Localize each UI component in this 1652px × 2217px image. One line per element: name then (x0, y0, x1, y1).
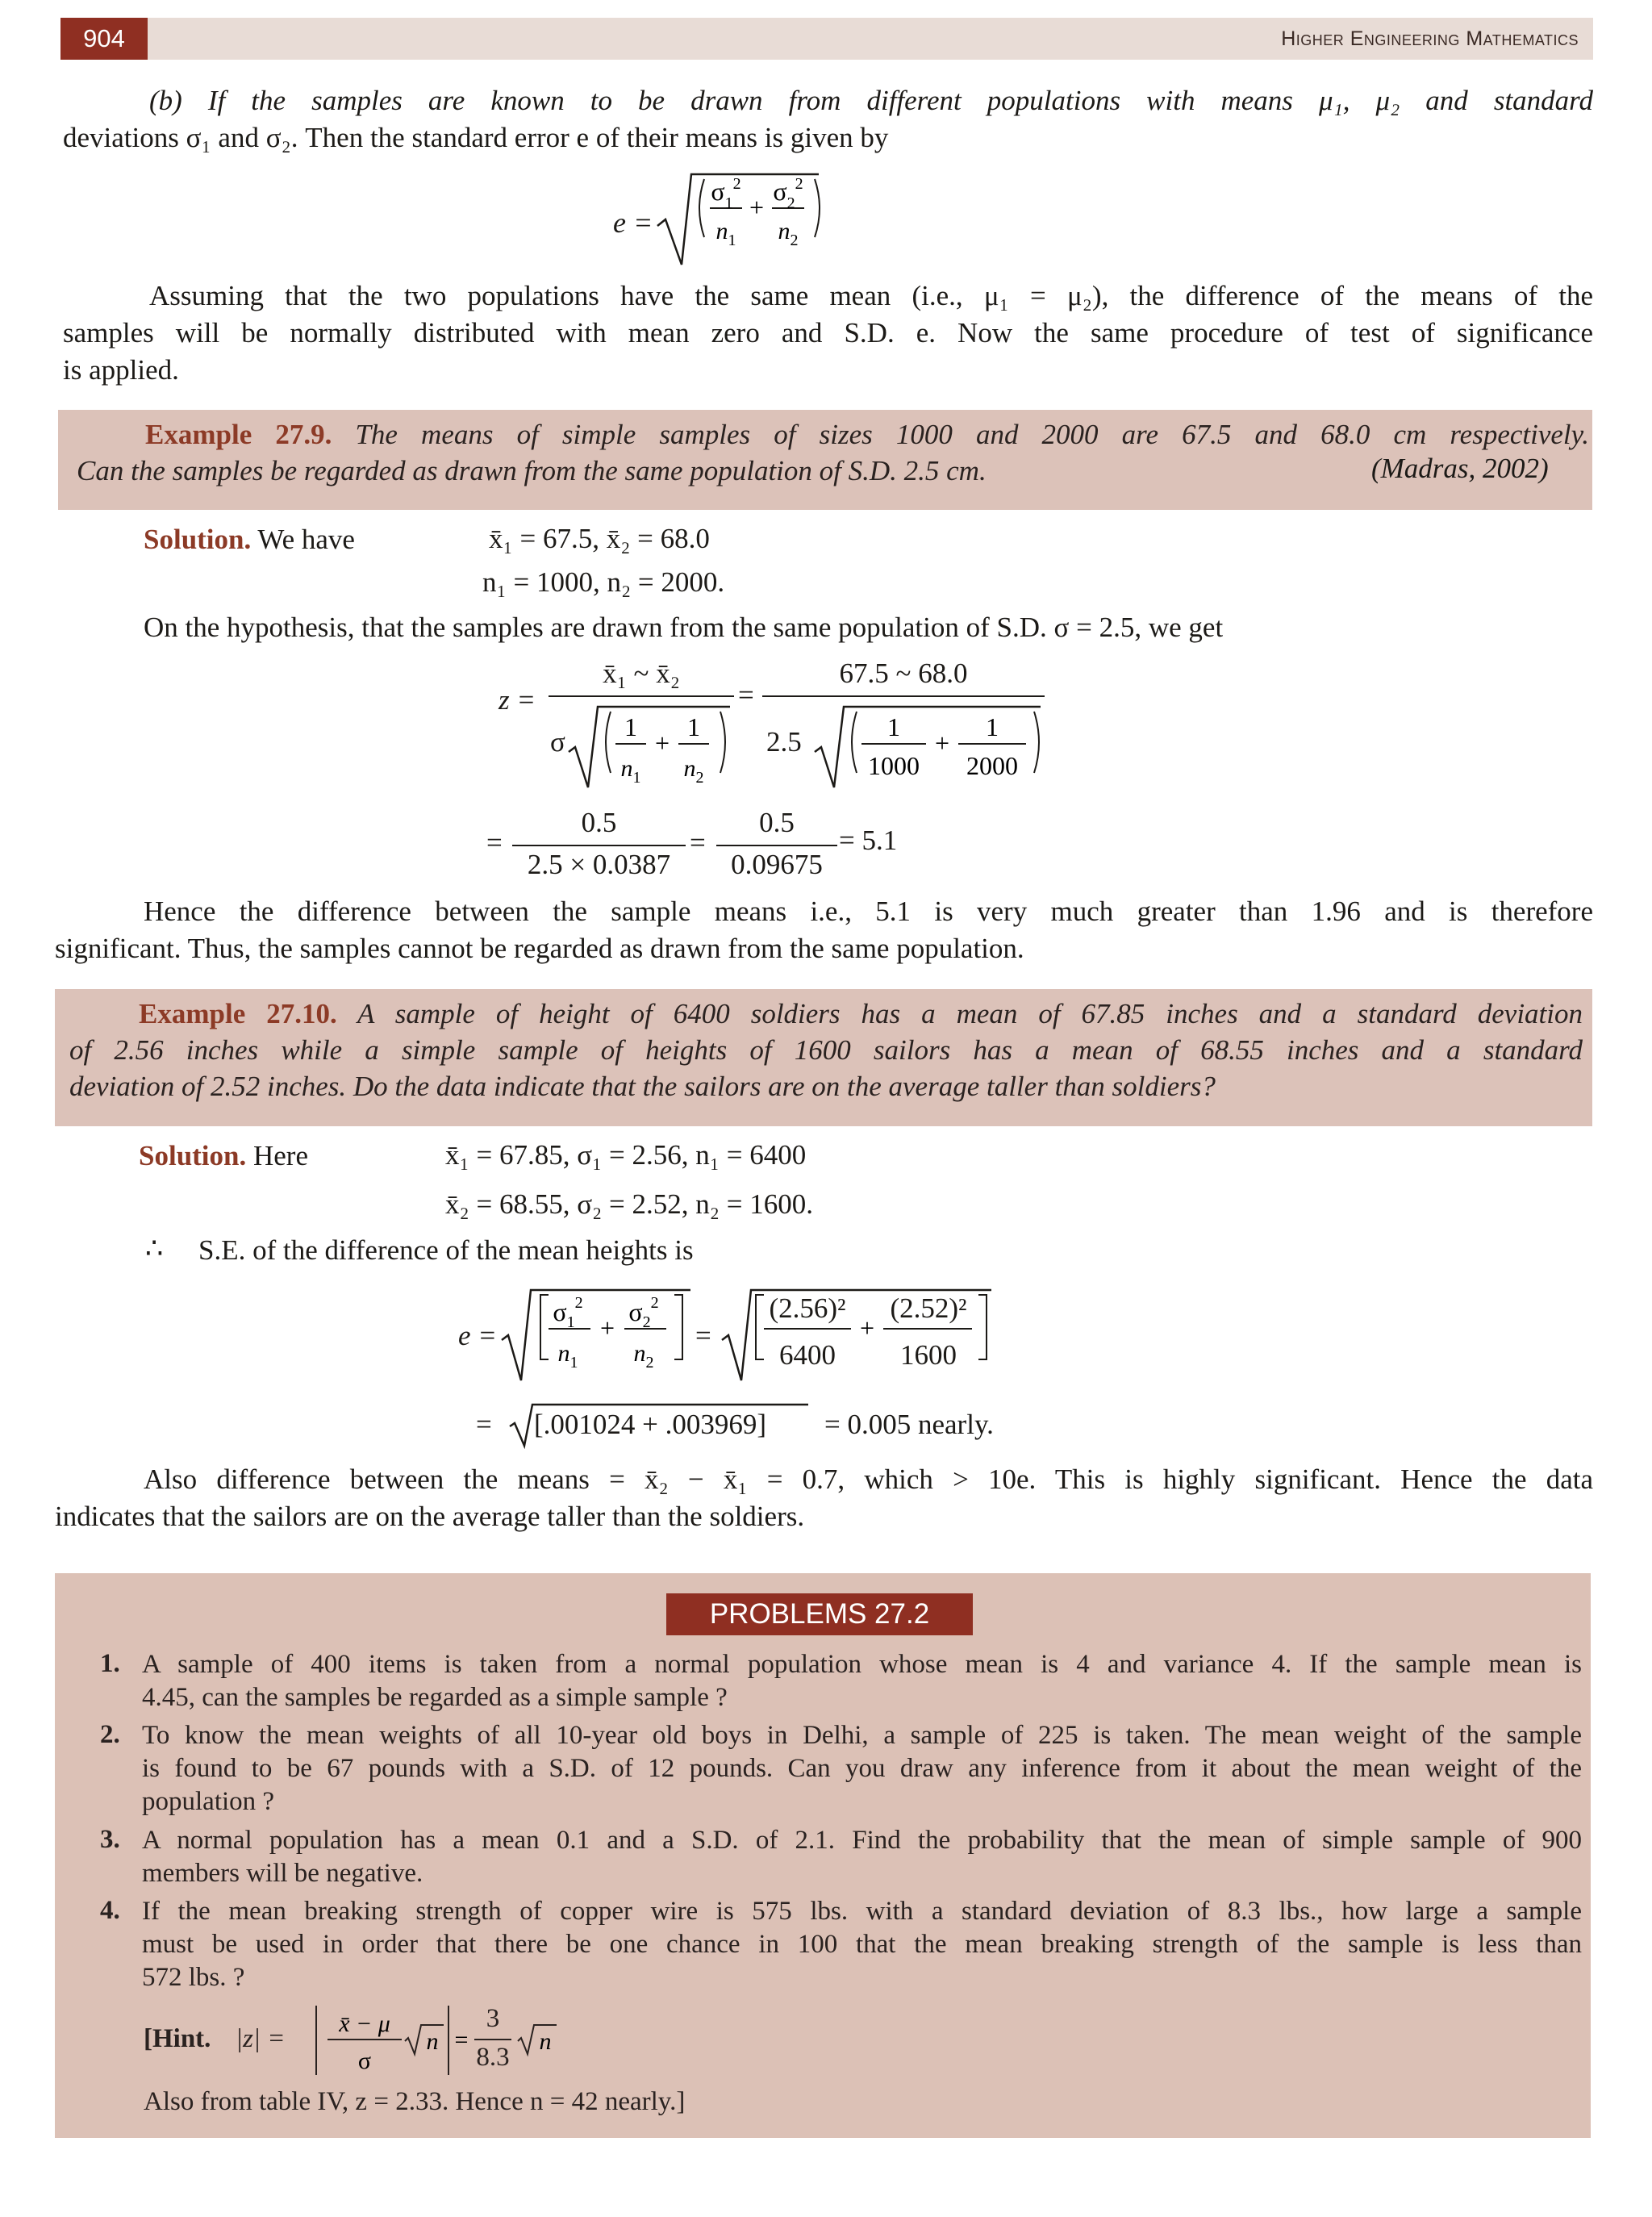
part-b-after1: Assuming that the two populations have the same mean (i.e., μ₁ = μ₂), the difference of the means of the (149, 280, 1593, 311)
e-n1-val: 6400 (779, 1339, 836, 1371)
e-sqrt-result: = 0.005 nearly. (824, 1409, 994, 1440)
part-b-line2: deviations σ₁ and σ₂. Then the standard error e of their means is given by (63, 122, 889, 153)
e-s2-val: (2.52)² (890, 1292, 967, 1324)
example-10-given1: x̄₁ = 67.85, σ₁ = 2.56, n₁ = 6400 (445, 1139, 807, 1171)
e-s1-val: (2.56)² (769, 1292, 846, 1324)
problem-2-line2: is found to be 67 pounds with a S.D. of 12 pounds. Can you draw any inference from it about the mean weight of the (142, 1754, 1582, 1783)
svg-text:+: + (859, 1313, 875, 1342)
svg-text:2000: 2000 (966, 751, 1018, 780)
example-9-conclusion2: significant. Thus, the samples cannot be regarded as drawn from the same population. (55, 933, 1024, 964)
svg-text:+: + (749, 193, 765, 222)
page-number: 904 (60, 18, 148, 60)
z2-den2: 0.09675 (731, 849, 823, 880)
book-title: Higher Engineering Mathematics (1281, 27, 1579, 50)
example-10-also1: Also difference between the means = x̄₂ − x̄₁ = 0.7, which > 10e. This is highly significant. Hence the data (144, 1463, 1593, 1495)
svg-text:+: + (934, 729, 950, 758)
svg-text:σ12: $\sigma_1^2$ (553, 1294, 583, 1331)
z2-result: = 5.1 (839, 825, 898, 856)
svg-text:+: + (654, 729, 670, 758)
svg-text:n2: $n_2$ (633, 1340, 654, 1372)
z-den2-radical (815, 704, 1041, 792)
problem-1-line1: A sample of 400 items is taken from a normal population whose mean is 4 and variance 4. If the sample mean is (142, 1650, 1582, 1679)
svg-text:=: = (454, 2027, 469, 2053)
formula-e-lhs: e = (613, 207, 653, 239)
example-9-given1: x̄₁ = 67.5, x̄₂ = 68.0 (489, 523, 710, 554)
z-num2: 67.5 ~ 68.0 (839, 658, 968, 689)
therefore-symbol: ∴ (145, 1233, 164, 1264)
svg-text:1: 1 (887, 712, 900, 741)
problem-3-number: 3. (100, 1825, 120, 1854)
example-9-line1: Example 27.9. The means of simple samples of sizes 1000 and 2000 are 67.5 and 68.0 cm respectively. (145, 419, 1589, 450)
z-den-sigma: σ (550, 726, 565, 758)
problem-4-line3: 572 lbs. ? (142, 1963, 245, 1992)
problem-1-number: 1. (100, 1649, 120, 1678)
svg-text:n2: $n_2$ (778, 218, 799, 249)
svg-text:σ: σ (357, 2048, 372, 2074)
svg-text:n: n (426, 2028, 439, 2055)
z-eq3: = (690, 827, 706, 858)
z-den1-radical (569, 704, 730, 792)
part-b-label: (b) (149, 85, 182, 116)
part-b-after3: is applied. (63, 354, 179, 386)
problem-2-line3: population ? (142, 1787, 275, 1816)
hint-den: 8.3 (476, 2043, 510, 2072)
hint-num: 3 (486, 2004, 500, 2033)
example-9-source: (Madras, 2002) (1371, 453, 1549, 484)
e-n2-val: 1600 (900, 1339, 957, 1371)
svg-text:n1: $n_1$ (715, 218, 736, 249)
svg-text:n: n (539, 2028, 552, 2055)
part-b-text1: If the samples are known to be drawn from different populations with means μ₁, μ₂ and standard (207, 85, 1593, 116)
example-10-also2: indicates that the sailors are on the average taller than the soldiers. (55, 1501, 805, 1532)
se-line: S.E. of the difference of the mean heights is (198, 1234, 694, 1266)
z2-den1: 2.5 × 0.0387 (527, 849, 671, 880)
e-lhs: e = (458, 1320, 497, 1351)
example-10-line2: of 2.56 inches while a simple sample of heights of 1600 sailors has a mean of 68.55 inches and a standard (69, 1034, 1583, 1066)
z-bar2 (762, 695, 1045, 697)
formula-e-radical (657, 169, 819, 266)
svg-text:1000: 1000 (868, 751, 920, 780)
svg-text:σ22: $\sigma_2^2$ (628, 1294, 659, 1331)
example-9-line2: Can the samples be regarded as drawn from the same population of S.D. 2.5 cm. (77, 455, 987, 486)
example-10-given2: x̄₂ = 68.55, σ₂ = 2.52, n₂ = 1600. (445, 1188, 813, 1220)
hint-label: [Hint. (144, 2024, 211, 2053)
z-bar1 (549, 695, 734, 697)
e-sqrt-line: [.001024 + .003969] (534, 1409, 767, 1440)
e-radical-1 (502, 1287, 695, 1384)
example-9-conclusion1: Hence the difference between the sample means i.e., 5.1 is very much greater than 1.96 and is therefore (144, 896, 1593, 927)
problem-3-line2: members will be negative. (142, 1859, 423, 1888)
problem-4-number: 4. (100, 1896, 120, 1925)
z-lhs: z = (499, 684, 536, 716)
svg-text:x̄ − μ: x̄ − μ (339, 2010, 390, 2037)
e-eq1: = (695, 1320, 711, 1351)
svg-text:+: + (599, 1313, 615, 1342)
z-den-25: 2.5 (766, 726, 802, 758)
problem-4-line2: must be used in order that there be one chance in 100 that the mean breaking strength of the sample is less than (142, 1930, 1582, 1959)
part-b-after2: samples will be normally distributed with mean zero and S.D. e. Now the same procedure of test of significance (63, 317, 1593, 349)
problem-3-line1: A normal population has a mean 0.1 and a S.D. of 2.1. Find the probability that the mean of simple sample of 900 (142, 1826, 1582, 1855)
example-9-solution: Solution. We have (144, 524, 355, 555)
example-10-line3: deviation of 2.52 inches. Do the data indicate that the sailors are on the average taller than soldiers? (69, 1071, 1216, 1102)
part-b-line1 (149, 82, 1593, 119)
hint-formula (313, 2001, 571, 2081)
svg-text:σ12: $\sigma_1^2$ (711, 175, 741, 212)
z-num1: x̄₁ ~ x̄₂ (603, 658, 680, 689)
problem-1-line2: 4.45, can the samples be regarded as a simple sample ? (142, 1683, 728, 1712)
z-eq2: = (486, 827, 503, 858)
svg-text:1: 1 (624, 712, 637, 741)
problem-2-number: 2. (100, 1720, 120, 1749)
example-9-hypothesis: On the hypothesis, that the samples are drawn from the same population of S.D. σ = 2.5, we get (144, 612, 1224, 643)
z2-num1: 0.5 (581, 807, 617, 838)
example-9-given2: n₁ = 1000, n₂ = 2000. (482, 566, 725, 598)
svg-text:n1: $n_1$ (557, 1340, 578, 1372)
z2-num2: 0.5 (759, 807, 795, 838)
z2-bar1 (512, 845, 686, 846)
page-header (60, 18, 1593, 60)
svg-text:σ22: $\sigma_2^2$ (773, 175, 803, 212)
svg-text:n2: $n_2$ (683, 755, 704, 787)
svg-text:1: 1 (687, 712, 700, 741)
problem-4-line1: If the mean breaking strength of copper wire is 575 lbs. with a standard deviation of 8.3 lbs., how large a sample (142, 1897, 1582, 1926)
svg-text:n1: $n_1$ (620, 755, 641, 787)
example-10-solution: Solution. Here (139, 1140, 309, 1171)
problem-2-line1: To know the mean weights of all 10-year old boys in Delhi, a sample of 225 is taken. The mean weight of the sample (142, 1721, 1582, 1750)
svg-text:1: 1 (986, 712, 999, 741)
example-10-heading: Example 27.10. (139, 998, 337, 1029)
e-eq2: = (476, 1409, 492, 1440)
example-9-heading: Example 27.9. (145, 419, 332, 450)
example-10-line1: Example 27.10. A sample of height of 6400 soldiers has a mean of 67.85 inches and a standard deviation (139, 998, 1583, 1029)
z-eq1: = (738, 679, 754, 711)
hint-end: Also from table IV, z = 2.33. Hence n = 42 nearly.] (144, 2087, 686, 2116)
z2-bar2 (716, 845, 837, 846)
problems-title: PROBLEMS 27.2 (666, 1593, 973, 1635)
hint-lhs: |z| = (236, 2024, 286, 2053)
